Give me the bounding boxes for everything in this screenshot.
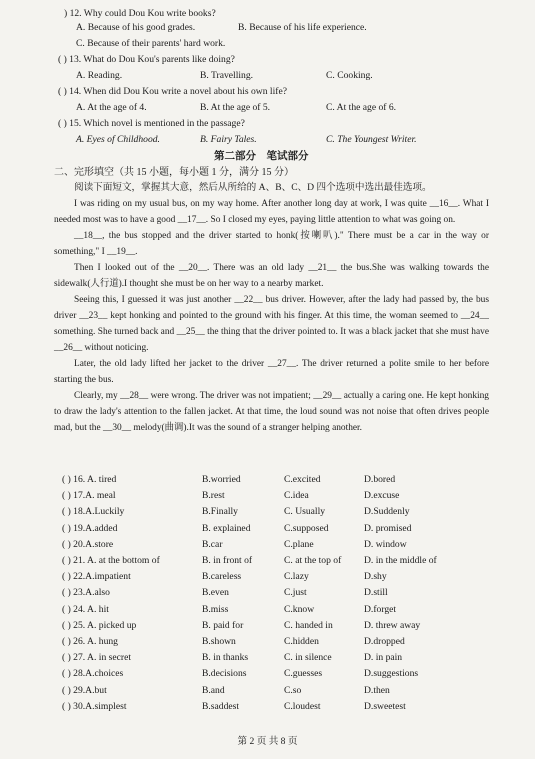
- option-c: C.know: [284, 603, 315, 615]
- option-question: ( ) 20.A.store: [62, 538, 114, 550]
- option-b: B.and: [202, 684, 225, 696]
- option-d: D. window: [364, 538, 407, 550]
- option-question: ( ) 19.A.added: [62, 522, 118, 534]
- option-row: [0, 685, 535, 701]
- option-b: B.careless: [202, 571, 242, 583]
- option-c: C.just: [284, 587, 307, 599]
- option-c: C.excited: [284, 474, 321, 485]
- question-12: ) 12. Why could Dou Kou write books?: [64, 8, 216, 19]
- option-d: D.excuse: [364, 490, 400, 502]
- passage-paragraph: __18__, the bus stopped and the driver started to honk(按喇叭)." There must be a car in the way or something," I __19__.: [54, 231, 489, 257]
- instruction: 阅读下面短文，掌握其大意，然后从所给的 A、B、C、D 四个选项中选出最佳选项。: [74, 182, 432, 193]
- q14-option-c: C. At the age of 6.: [326, 102, 397, 113]
- option-c: C.hidden: [284, 636, 319, 647]
- q15-option-a: A. Eyes of Childhood.: [76, 134, 160, 145]
- option-d: D.bored: [364, 474, 396, 485]
- option-question: ( ) 21. A. at the bottom of: [62, 555, 160, 566]
- passage-paragraph: Clearly, my __28__ were wrong. The driver was not impatient; __29__ actually a caring one. He kept honking to draw the lady's attention to the fallen jacket. At that time, the loud sound was not noise that often drives people mad, but the __30__ melody(曲调).It was the sound of a stranger helping another.: [54, 391, 489, 433]
- option-c: C.supposed: [284, 522, 329, 534]
- option-d: D. in the middle of: [364, 555, 437, 566]
- option-b: B. paid for: [202, 619, 244, 631]
- option-b: B.saddest: [202, 700, 240, 712]
- q15-option-c: C. The Youngest Writer.: [326, 134, 417, 145]
- q13-option-b: B. Travelling.: [200, 70, 254, 81]
- option-c: C. handed in: [284, 619, 333, 631]
- option-question: ( ) 27. A. in secret: [62, 652, 132, 664]
- option-b: B. in front of: [202, 555, 253, 566]
- option-row: [0, 523, 535, 539]
- option-row: [0, 604, 535, 620]
- cloze-passage: [54, 196, 489, 436]
- option-b: B.worried: [202, 474, 241, 485]
- part-title: 第二部分 笔试部分: [214, 151, 309, 162]
- option-b: B.miss: [202, 603, 229, 615]
- option-question: ( ) 18.A.Luckily: [62, 506, 125, 518]
- q14-option-a: A. At the age of 4.: [76, 102, 147, 113]
- option-row: [0, 636, 535, 652]
- option-c: C.idea: [284, 490, 309, 502]
- option-c: C. in silence: [284, 652, 332, 664]
- option-b: B. explained: [202, 522, 251, 534]
- option-row: [0, 701, 535, 717]
- option-b: B.decisions: [202, 668, 247, 680]
- section-title: 二、完形填空（共 15 小题，每小题 1 分，满分 15 分）: [54, 167, 294, 178]
- option-row: [0, 668, 535, 684]
- page-footer: 第 2 页 共 8 页: [237, 736, 298, 747]
- option-d: D.dropped: [364, 636, 405, 647]
- option-c: C. at the top of: [284, 555, 342, 566]
- option-row: [0, 587, 535, 603]
- option-question: ( ) 25. A. picked up: [62, 619, 137, 631]
- option-b: B.Finally: [202, 506, 238, 518]
- option-d: D. promised: [364, 522, 412, 534]
- option-c: C.plane: [284, 538, 314, 550]
- option-b: B.rest: [202, 490, 225, 502]
- option-row: [0, 490, 535, 506]
- option-b: B.car: [202, 538, 223, 550]
- option-d: D.then: [364, 684, 390, 696]
- option-question: ( ) 28.A.choices: [62, 668, 124, 680]
- option-row: [0, 506, 535, 522]
- q13-option-c: C. Cooking.: [326, 70, 373, 81]
- option-b: B.even: [202, 587, 229, 599]
- option-d: D. in pain: [364, 652, 403, 664]
- option-question: ( ) 26. A. hung: [62, 636, 118, 647]
- option-question: ( ) 22.A.impatient: [62, 571, 131, 583]
- option-row: [0, 620, 535, 636]
- option-d: D.shy: [364, 571, 387, 583]
- option-question: ( ) 24. A. hit: [62, 603, 109, 615]
- option-c: C.so: [284, 684, 302, 696]
- option-d: D. threw away: [364, 619, 421, 631]
- option-row: [0, 571, 535, 587]
- option-d: D.forget: [364, 603, 397, 615]
- question-15: ( ) 15. Which novel is mentioned in the passage?: [58, 118, 245, 129]
- q12-option-b: B. Because of his life experience.: [238, 22, 367, 33]
- q13-option-a: A. Reading.: [76, 70, 123, 81]
- q12-option-c: C. Because of their parents' hard work.: [76, 38, 226, 49]
- option-row: [0, 539, 535, 555]
- option-c: C.loudest: [284, 700, 321, 712]
- passage-paragraph: I was riding on my usual bus, on my way home. After another long day at work, I was quite __16__. What I needed most was to have a good __17__. So I closed my eyes, paying little attention to what was going on.: [54, 199, 489, 225]
- option-d: D.suggestions: [364, 668, 419, 680]
- q15-option-b: B. Fairy Tales.: [200, 134, 257, 145]
- option-c: C.guesses: [284, 668, 323, 680]
- question-14: ( ) 14. When did Dou Kou write a novel about his own life?: [58, 86, 287, 97]
- option-b: B.shown: [202, 636, 236, 647]
- question-13: ( ) 13. What do Dou Kou's parents like doing?: [58, 54, 235, 65]
- option-c: C. Usually: [284, 506, 326, 518]
- q14-option-b: B. At the age of 5.: [200, 102, 271, 113]
- option-c: C.lazy: [284, 571, 309, 583]
- option-b: B. in thanks: [202, 652, 249, 664]
- passage-paragraph: Then I looked out of the __20__. There was an old lady __21__ the bus.She was walking towards the sidewalk(人行道).I thought she must be on her way to a nearby market.: [54, 263, 489, 289]
- option-d: D.sweetest: [364, 700, 406, 712]
- option-row: [0, 555, 535, 571]
- option-question: ( ) 23.A.also: [62, 587, 110, 599]
- option-d: D.still: [364, 587, 388, 599]
- option-row: [0, 474, 535, 490]
- option-question: ( ) 29.A.but: [62, 684, 107, 696]
- option-question: ( ) 16. A. tired: [62, 474, 117, 485]
- passage-paragraph: Seeing this, I guessed it was just another __22__ bus driver. However, after the lady had passed by, the bus driver __23__ kept honking and pointed to the ground with his finger. At this time, the woman seemed to __24__ something. She turned back and __25__ the thing that the driver pointed to. It was a black jacket that she must have __26__ without noticing.: [54, 295, 489, 353]
- passage-paragraph: Later, the old lady lifted her jacket to the driver __27__. The driver returned a polite smile to her before starting the bus.: [54, 359, 489, 385]
- option-d: D.Suddenly: [364, 506, 410, 518]
- q12-option-a: A. Because of his good grades.: [76, 22, 196, 33]
- option-question: ( ) 17.A. meal: [62, 490, 116, 502]
- option-row: [0, 652, 535, 668]
- option-question: ( ) 30.A.simplest: [62, 700, 127, 712]
